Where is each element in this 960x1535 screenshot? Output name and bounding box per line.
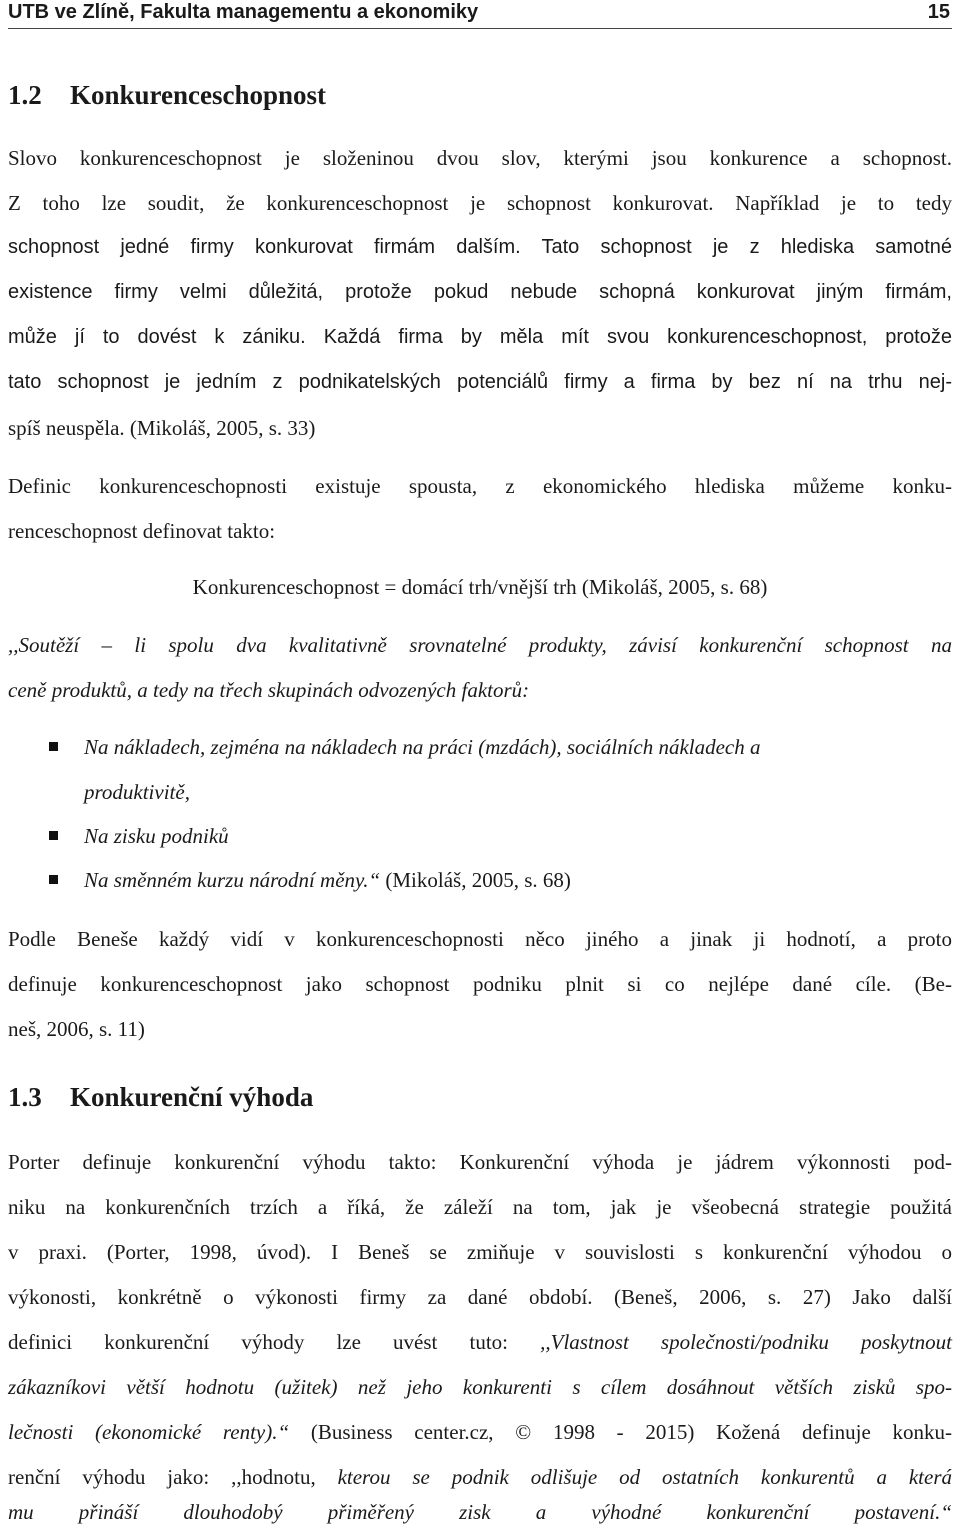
- text-normal: definici konkurenční výhody lze uvést tuto:: [8, 1330, 541, 1354]
- formula: Konkurenceschopnost = domácí trh/vnější trh (Mikoláš, 2005, s. 68): [192, 575, 768, 599]
- quote-line: ceně produktů, a tedy na třech skupinách odvozených faktorů:: [8, 678, 530, 702]
- paragraph-line: Z toho lze soudit, že konkurenceschopnost je schopnost konkurovat. Například je to tedy: [8, 191, 952, 215]
- header-title: UTB ve Zlíně, Fakulta managementu a ekonomiky: [8, 1, 479, 23]
- section-heading-1-3: [8, 1082, 313, 1113]
- section-number: 1.2: [8, 80, 42, 110]
- paragraph-line: může jí to dovést k zániku. Každá firma by měla mít svou konkurenceschopnost, protože: [8, 326, 952, 348]
- section-title: Konkurenční výhoda: [70, 1082, 314, 1112]
- quote-line: ,,Soutěží – li spolu dva kvalitativně srovnatelné produkty, závisí konkurenční schopnost na: [8, 633, 952, 657]
- bullet-marker: [49, 742, 58, 751]
- paragraph-line: Definic konkurenceschopnosti existuje spousta, z ekonomického hlediska můžeme konku-: [8, 474, 952, 498]
- paragraph-line: existence firmy velmi důležitá, protože pokud nebude schopná konkurovat jiným firmám,: [8, 281, 952, 303]
- bullet-item: [84, 814, 954, 859]
- paragraph-line: výkonosti, konkrétně o výkonosti firmy za dané období. (Beneš, 2006, s. 27) Jako další: [8, 1285, 952, 1309]
- text-italic: ,,Vlastnost společnosti/podniku poskytnout: [540, 1330, 952, 1354]
- bullet-marker: [49, 831, 58, 840]
- paragraph-line: niku na konkurenčních trzích a říká, že záleží na tom, jak je všeobecná strategie použitá: [8, 1195, 952, 1219]
- page-number: 15: [927, 1, 950, 23]
- section-heading-1-2: [8, 80, 326, 111]
- page-header: [8, 0, 952, 29]
- paragraph-line: v praxi. (Porter, 1998, úvod). I Beneš se zmiňuje v souvislosti s konkurenční výhodou o: [8, 1240, 952, 1264]
- paragraph-line: Porter definuje konkurenční výhodu takto: Konkurenční výhoda je jádrem výkonnosti pod-: [8, 1150, 952, 1174]
- bullet-text-line: Na zisku podniků: [84, 824, 229, 848]
- bullet-marker: [49, 875, 58, 884]
- paragraph-line: zákazníkovi větší hodnotu (užitek) než jeho konkurenti s cílem dosáhnout větších zisků spo-: [8, 1375, 952, 1399]
- bullet-citation: (Mikoláš, 2005, s. 68): [380, 868, 571, 892]
- paragraph-line: Podle Beneše každý vidí v konkurenceschopnosti něco jiného a jinak ji hodnotí, a proto: [8, 927, 952, 951]
- text-normal: renční výhodu jako: ,,hodnotu,: [8, 1465, 338, 1489]
- text-italic: lečnosti (ekonomické renty).“: [8, 1420, 290, 1444]
- paragraph-line: [8, 1330, 952, 1355]
- paragraph-line: neš, 2006, s. 11): [8, 1017, 145, 1041]
- bullet-item: [84, 858, 954, 903]
- paragraph-line: tato schopnost je jedním z podnikatelských potenciálů firmy a firma by bez ní na trhu nej-: [8, 371, 952, 393]
- paragraph-line: [8, 1420, 952, 1445]
- paragraph-line: [8, 1465, 952, 1490]
- paragraph-line: mu přináší dlouhodobý přiměřený zisk a výhodné konkurenční postavení.“: [8, 1500, 952, 1524]
- paragraph-line: renceschopnost definovat takto:: [8, 519, 276, 543]
- paragraph-line: schopnost jedné firmy konkurovat firmám dalším. Tato schopnost je z hlediska samotné: [8, 236, 952, 258]
- paragraph-line: spíš neuspěla. (Mikoláš, 2005, s. 33): [8, 416, 316, 440]
- section-title: Konkurenceschopnost: [70, 80, 327, 110]
- section-number: 1.3: [8, 1082, 42, 1112]
- bullet-text-line: produktivitě,: [84, 779, 190, 804]
- paragraph-line: Slovo konkurenceschopnost je složeninou dvou slov, kterými jsou konkurence a schopnost.: [8, 146, 952, 170]
- bullet-text-italic: Na směnném kurzu národní měny.“: [84, 868, 381, 892]
- text-italic: kterou se podnik odlišuje od ostatních konkurentů a která: [337, 1465, 952, 1489]
- text-normal: (Business center.cz, © 1998 - 2015) Kožená definuje konku-: [289, 1420, 952, 1444]
- paragraph-line: definuje konkurenceschopnost jako schopnost podniku plnit si co nejlépe dané cíle. (Be-: [8, 972, 952, 996]
- bullet-item: [84, 725, 954, 815]
- bullet-text-line: Na nákladech, zejména na nákladech na práci (mzdách), sociálních nákladech a: [84, 735, 761, 759]
